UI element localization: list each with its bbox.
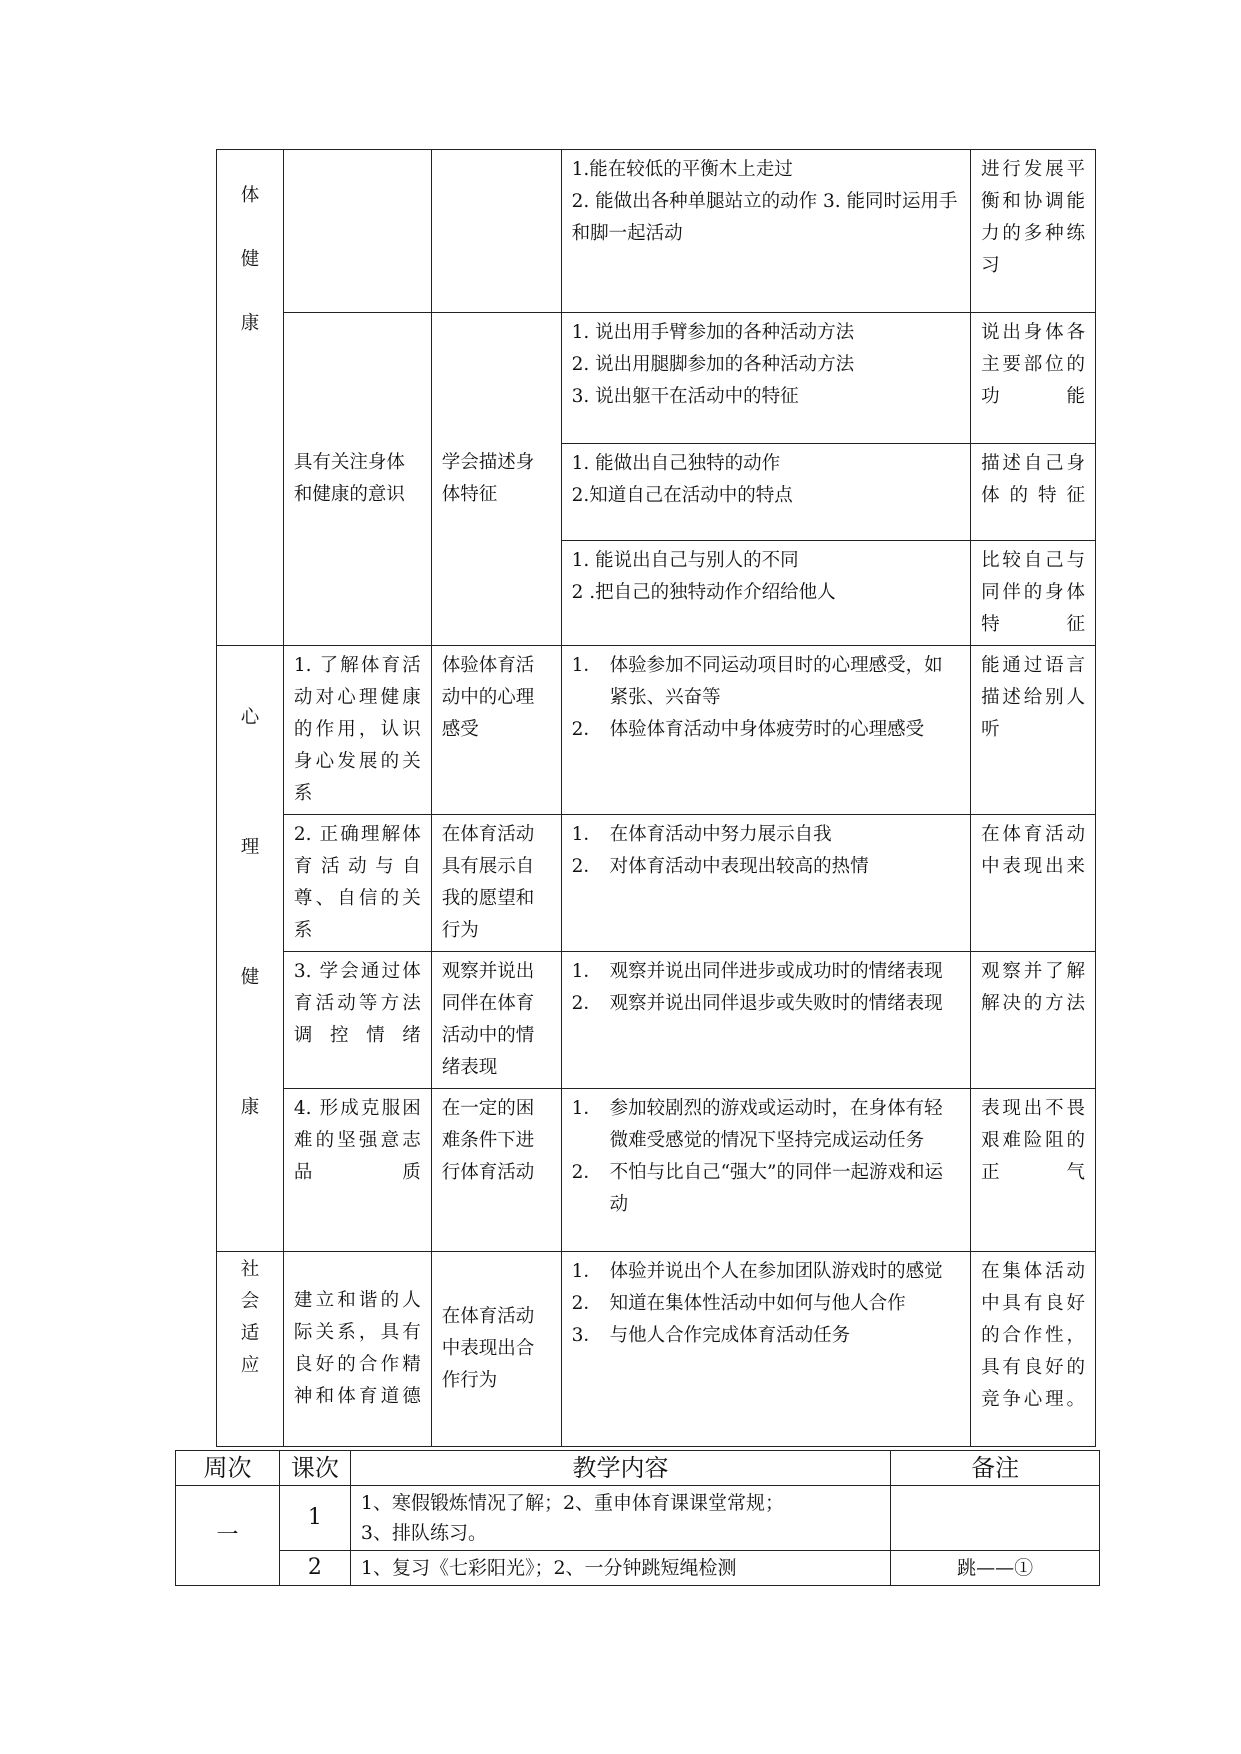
lesson-cell: 1 bbox=[279, 1486, 350, 1551]
list-item: 3． 与他人合作完成体育活动任务 bbox=[571, 1325, 851, 1346]
remark-cell: 在集体活动中具有良好的合作性，具有良好的竞争心理。 bbox=[971, 1252, 1096, 1447]
remark-cell: 描述自己身体的特征 bbox=[971, 444, 1096, 541]
target-cell: 在一定的困难条件下进行体育活动 bbox=[431, 1089, 561, 1252]
target-cell: 在体育活动中表现出合作行为 bbox=[431, 1252, 561, 1447]
list-item: 1． 体验参加不同运动项目时的心理感受，如紧张、兴奋等 bbox=[571, 655, 943, 708]
content-cell bbox=[561, 952, 970, 1089]
remark-cell: 进行发展平衡和协调能力的多种练习 bbox=[971, 150, 1096, 313]
goal-cell: 1. 了解体育活动对心理健康的作用，认识身心发展的关系 bbox=[283, 646, 431, 815]
category-mental-health: 心 理 健 康 bbox=[217, 646, 284, 1252]
list-item: 2． 体验体育活动中身体疲劳时的心理感受 bbox=[571, 719, 925, 740]
content-cell bbox=[561, 1089, 970, 1252]
header-content: 教学内容 bbox=[350, 1451, 890, 1486]
target-cell: 在体育活动具有展示自我的愿望和行为 bbox=[431, 815, 561, 952]
list-item: 2． 知道在集体性活动中如何与他人合作 bbox=[571, 1293, 906, 1314]
content-cell bbox=[561, 646, 970, 815]
content-cell: 1、复习《七彩阳光》；2、一分钟跳短绳检测 bbox=[350, 1551, 890, 1586]
week-cell: 一 bbox=[176, 1486, 280, 1586]
content-cell bbox=[561, 1252, 970, 1447]
list-item: 1． 参加较剧烈的游戏或运动时，在身体有轻微难受感觉的情况下坚持完成运动任务 bbox=[571, 1098, 943, 1151]
header-week: 周次 bbox=[176, 1451, 280, 1486]
goal-cell: 具有关注身体和健康的意识 bbox=[283, 313, 431, 646]
category-physical-health: 体 健 康 bbox=[217, 150, 284, 646]
content-cell: 1. 能说出自己与别人的不同 2 .把自己的独特动作介绍给他人 bbox=[561, 541, 970, 646]
curriculum-goals-table bbox=[216, 149, 1096, 1447]
goal-cell: 2. 正确理解体育活动与自尊、自信的关系 bbox=[283, 815, 431, 952]
category-social-adaptation: 社 会 适 应 bbox=[217, 1252, 284, 1447]
header-note: 备注 bbox=[891, 1451, 1100, 1486]
remark-cell: 说出身体各主要部位的功能 bbox=[971, 313, 1096, 444]
goal-cell: 建立和谐的人际关系，具有良好的合作精神和体育道德 bbox=[283, 1252, 431, 1447]
content-cell: 1.能在较低的平衡木上走过 2. 能做出各种单腿站立的动作 3. 能同时运用手和脚一起活动 bbox=[561, 150, 970, 313]
list-item: 2． 观察并说出同伴退步或失败时的情绪表现 bbox=[571, 993, 943, 1014]
header-lesson: 课次 bbox=[279, 1451, 350, 1486]
teaching-schedule-table bbox=[175, 1450, 1100, 1586]
list-item: 1． 在体育活动中努力展示自我 bbox=[571, 824, 832, 845]
lesson-cell: 2 bbox=[279, 1551, 350, 1586]
goal-cell: 3. 学会通过体育活动等方法调控情绪 bbox=[283, 952, 431, 1089]
remark-cell: 观察并了解解决的方法 bbox=[971, 952, 1096, 1089]
target-cell-empty bbox=[431, 150, 561, 313]
remark-cell: 比较自己与同伴的身体特征 bbox=[971, 541, 1096, 646]
content-cell: 1. 能做出自己独特的动作 2.知道自己在活动中的特点 bbox=[561, 444, 970, 541]
target-cell: 体验体育活动中的心理感受 bbox=[431, 646, 561, 815]
goal-cell-empty bbox=[283, 150, 431, 313]
target-cell: 学会描述身体特征 bbox=[431, 313, 561, 646]
remark-cell: 能通过语言描述给别人听 bbox=[971, 646, 1096, 815]
target-cell: 观察并说出同伴在体育活动中的情绪表现 bbox=[431, 952, 561, 1089]
remark-cell: 表现出不畏艰难险阻的正气 bbox=[971, 1089, 1096, 1252]
content-cell bbox=[561, 815, 970, 952]
list-item: 1． 观察并说出同伴进步或成功时的情绪表现 bbox=[571, 961, 943, 982]
note-cell bbox=[891, 1486, 1100, 1551]
remark-cell: 在体育活动中表现出来 bbox=[971, 815, 1096, 952]
list-item: 2． 对体育活动中表现出较高的热情 bbox=[571, 856, 869, 877]
list-item: 1． 体验并说出个人在参加团队游戏时的感觉 bbox=[571, 1261, 943, 1282]
list-item: 2． 不怕与比自己“强大”的同伴一起游戏和运动 bbox=[571, 1162, 944, 1215]
note-cell: 跳——① bbox=[891, 1551, 1100, 1586]
content-cell: 1. 说出用手臂参加的各种活动方法 2. 说出用腿脚参加的各种活动方法 3. 说出躯干在活动中的特征 bbox=[561, 313, 970, 444]
content-cell: 1、寒假锻炼情况了解；2、重申体育课课堂常规； 3、排队练习。 bbox=[350, 1486, 890, 1551]
goal-cell: 4. 形成克服困难的坚强意志品质 bbox=[283, 1089, 431, 1252]
